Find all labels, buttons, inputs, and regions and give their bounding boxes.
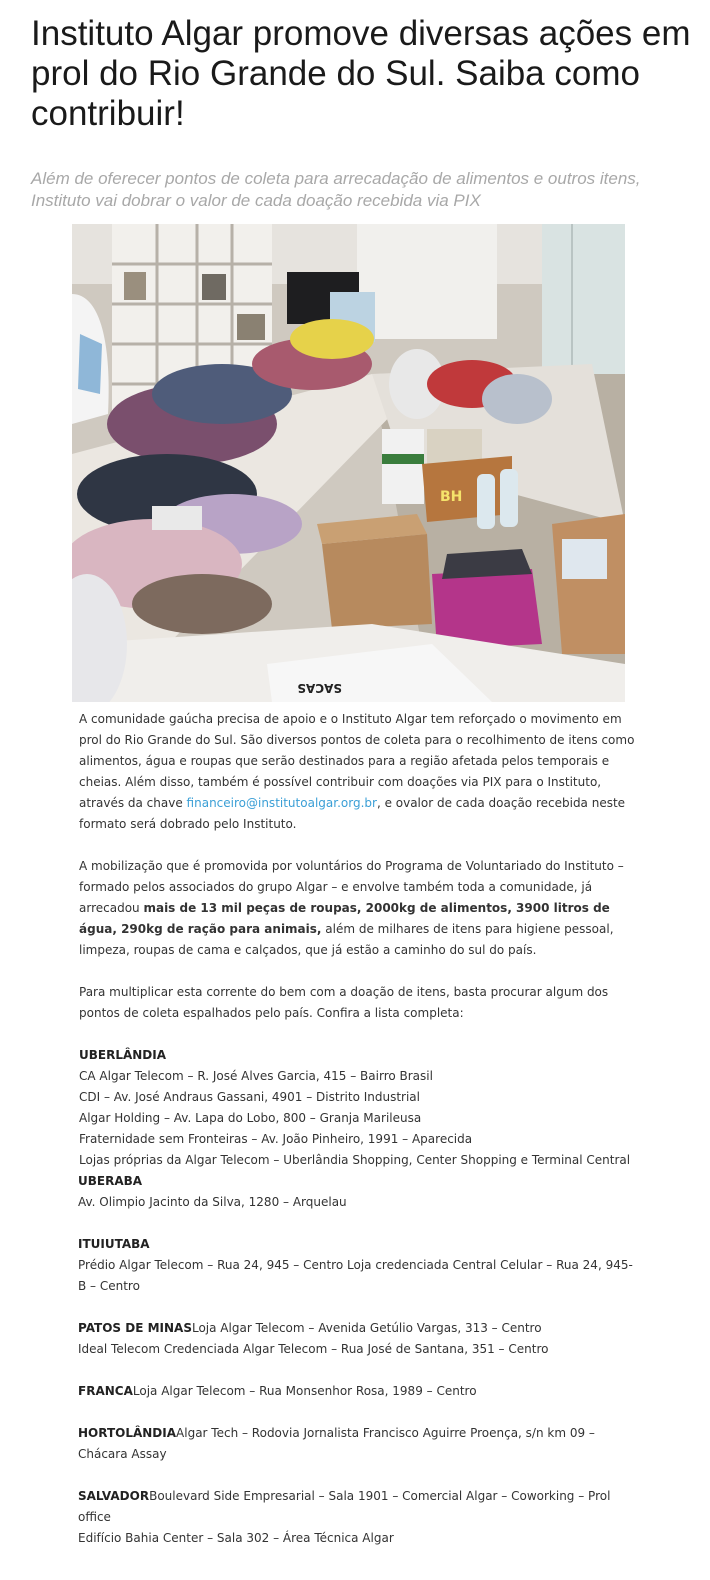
city-name: SALVADOR — [78, 1489, 150, 1503]
mobilization-text-end: além de milhares de itens para higiene pessoal, limpeza, roupas de cama e calçados, que já estão a caminho do sul do país. — [79, 922, 614, 957]
location-franca — [78, 1381, 639, 1402]
paragraph-list-intro: Para multiplicar esta corrente do bem com a doação de itens, basta procurar algum dos pontos de coleta espalhados pelo país. Confira a lista completa: — [79, 985, 609, 1020]
list-item-text: Loja Algar Telecom – Avenida Getúlio Vargas, 313 – Centro — [191, 1321, 542, 1335]
location-hortolandia — [78, 1423, 639, 1465]
list-item: Prédio Algar Telecom – Rua 24, 945 – Centro Loja credenciada Central Celular – Rua 24, 945-B – Centro — [78, 1258, 633, 1293]
box-label: BH — [440, 489, 463, 505]
article-body — [79, 709, 639, 1549]
list-item — [78, 1423, 639, 1465]
article-title: Instituto Algar promove diversas ações em prol do Rio Grande do Sul. Saiba como contribuir! — [31, 14, 691, 133]
list-item: Av. Olimpio Jacinto da Silva, 1280 – Arquelau — [78, 1195, 347, 1209]
mobilization-text: A mobilização que é promovida por voluntários do Programa de Voluntariado do Instituto – formado pelos associados do grupo Algar – e envolve também toda a comunidade, já arrecadou — [79, 859, 624, 915]
location-uberlandia — [79, 1045, 639, 1171]
location-uberaba — [78, 1171, 639, 1213]
list-item — [78, 1318, 639, 1339]
pix-email-link[interactable]: financeiro@institutoalgar.org.br — [186, 796, 377, 810]
city-name: PATOS DE MINAS — [78, 1321, 192, 1335]
list-item: Algar Holding – Av. Lapa do Lobo, 800 – Granja Marileusa — [79, 1111, 422, 1125]
article-photo — [72, 224, 625, 702]
list-item — [78, 1381, 639, 1402]
list-item-text: Boulevard Side Empresarial – Sala 1901 – Comercial Algar – Coworking – Prol office — [78, 1489, 611, 1524]
list-item-text: Loja Algar Telecom – Rua Monsenhor Rosa, 1989 – Centro — [132, 1384, 477, 1398]
donation-totals: mais de 13 mil peças de roupas, 2000kg de alimentos, 3900 litros de água, 290kg de ração para animais, — [79, 901, 610, 936]
list-item: CA Algar Telecom – R. José Alves Garcia, 415 – Bairro Brasil — [79, 1069, 433, 1083]
list-item: CDI – Av. José Andraus Gassani, 4901 – Distrito Industrial — [79, 1090, 420, 1104]
intro-text-end: , e ovalor de cada doação recebida neste formato será dobrado pelo Instituto. — [79, 796, 626, 831]
paragraph-mobilization — [79, 856, 639, 961]
city-name: UBERABA — [78, 1174, 143, 1188]
location-patos-de-minas — [78, 1318, 639, 1360]
paragraph-intro — [79, 709, 639, 835]
list-item — [78, 1486, 639, 1528]
bag-text: SACAS — [297, 681, 342, 695]
list-item: Ideal Telecom Credenciada Algar Telecom – Rua José de Santana, 351 – Centro — [78, 1342, 549, 1356]
location-salvador — [78, 1486, 639, 1549]
article-subtitle: Além de oferecer pontos de coleta para arrecadação de alimentos e outros itens, Instituto vai dobrar o valor de cada doação recebida via PIX — [31, 169, 641, 210]
location-ituiutaba — [78, 1234, 639, 1297]
city-name: FRANCA — [78, 1384, 133, 1398]
city-name: UBERLÂNDIA — [79, 1048, 167, 1062]
list-item: Edifício Bahia Center – Sala 302 – Área Técnica Algar — [78, 1531, 394, 1545]
list-item: Fraternidade sem Fronteiras – Av. João Pinheiro, 1991 – Aparecida — [79, 1132, 473, 1146]
list-item: Lojas próprias da Algar Telecom – Uberlândia Shopping, Center Shopping e Terminal Central — [79, 1153, 631, 1167]
city-name: HORTOLÂNDIA — [78, 1426, 177, 1440]
city-name: ITUIUTABA — [78, 1237, 150, 1251]
list-item-text: Algar Tech – Rodovia Jornalista Francisco Aguirre Proença, s/n km 09 – Chácara Assay — [78, 1426, 595, 1461]
intro-text: A comunidade gaúcha precisa de apoio e o Instituto Algar tem reforçado o movimento em prol do Rio Grande do Sul. São diversos pontos de coleta para o recolhimento de itens como alimentos, água e roupas que serão destinados para a região afetada pelos temporais e cheias. Além disso, também é possível contribuir com doações via PIX para o Instituto, através da chave — [79, 712, 635, 810]
